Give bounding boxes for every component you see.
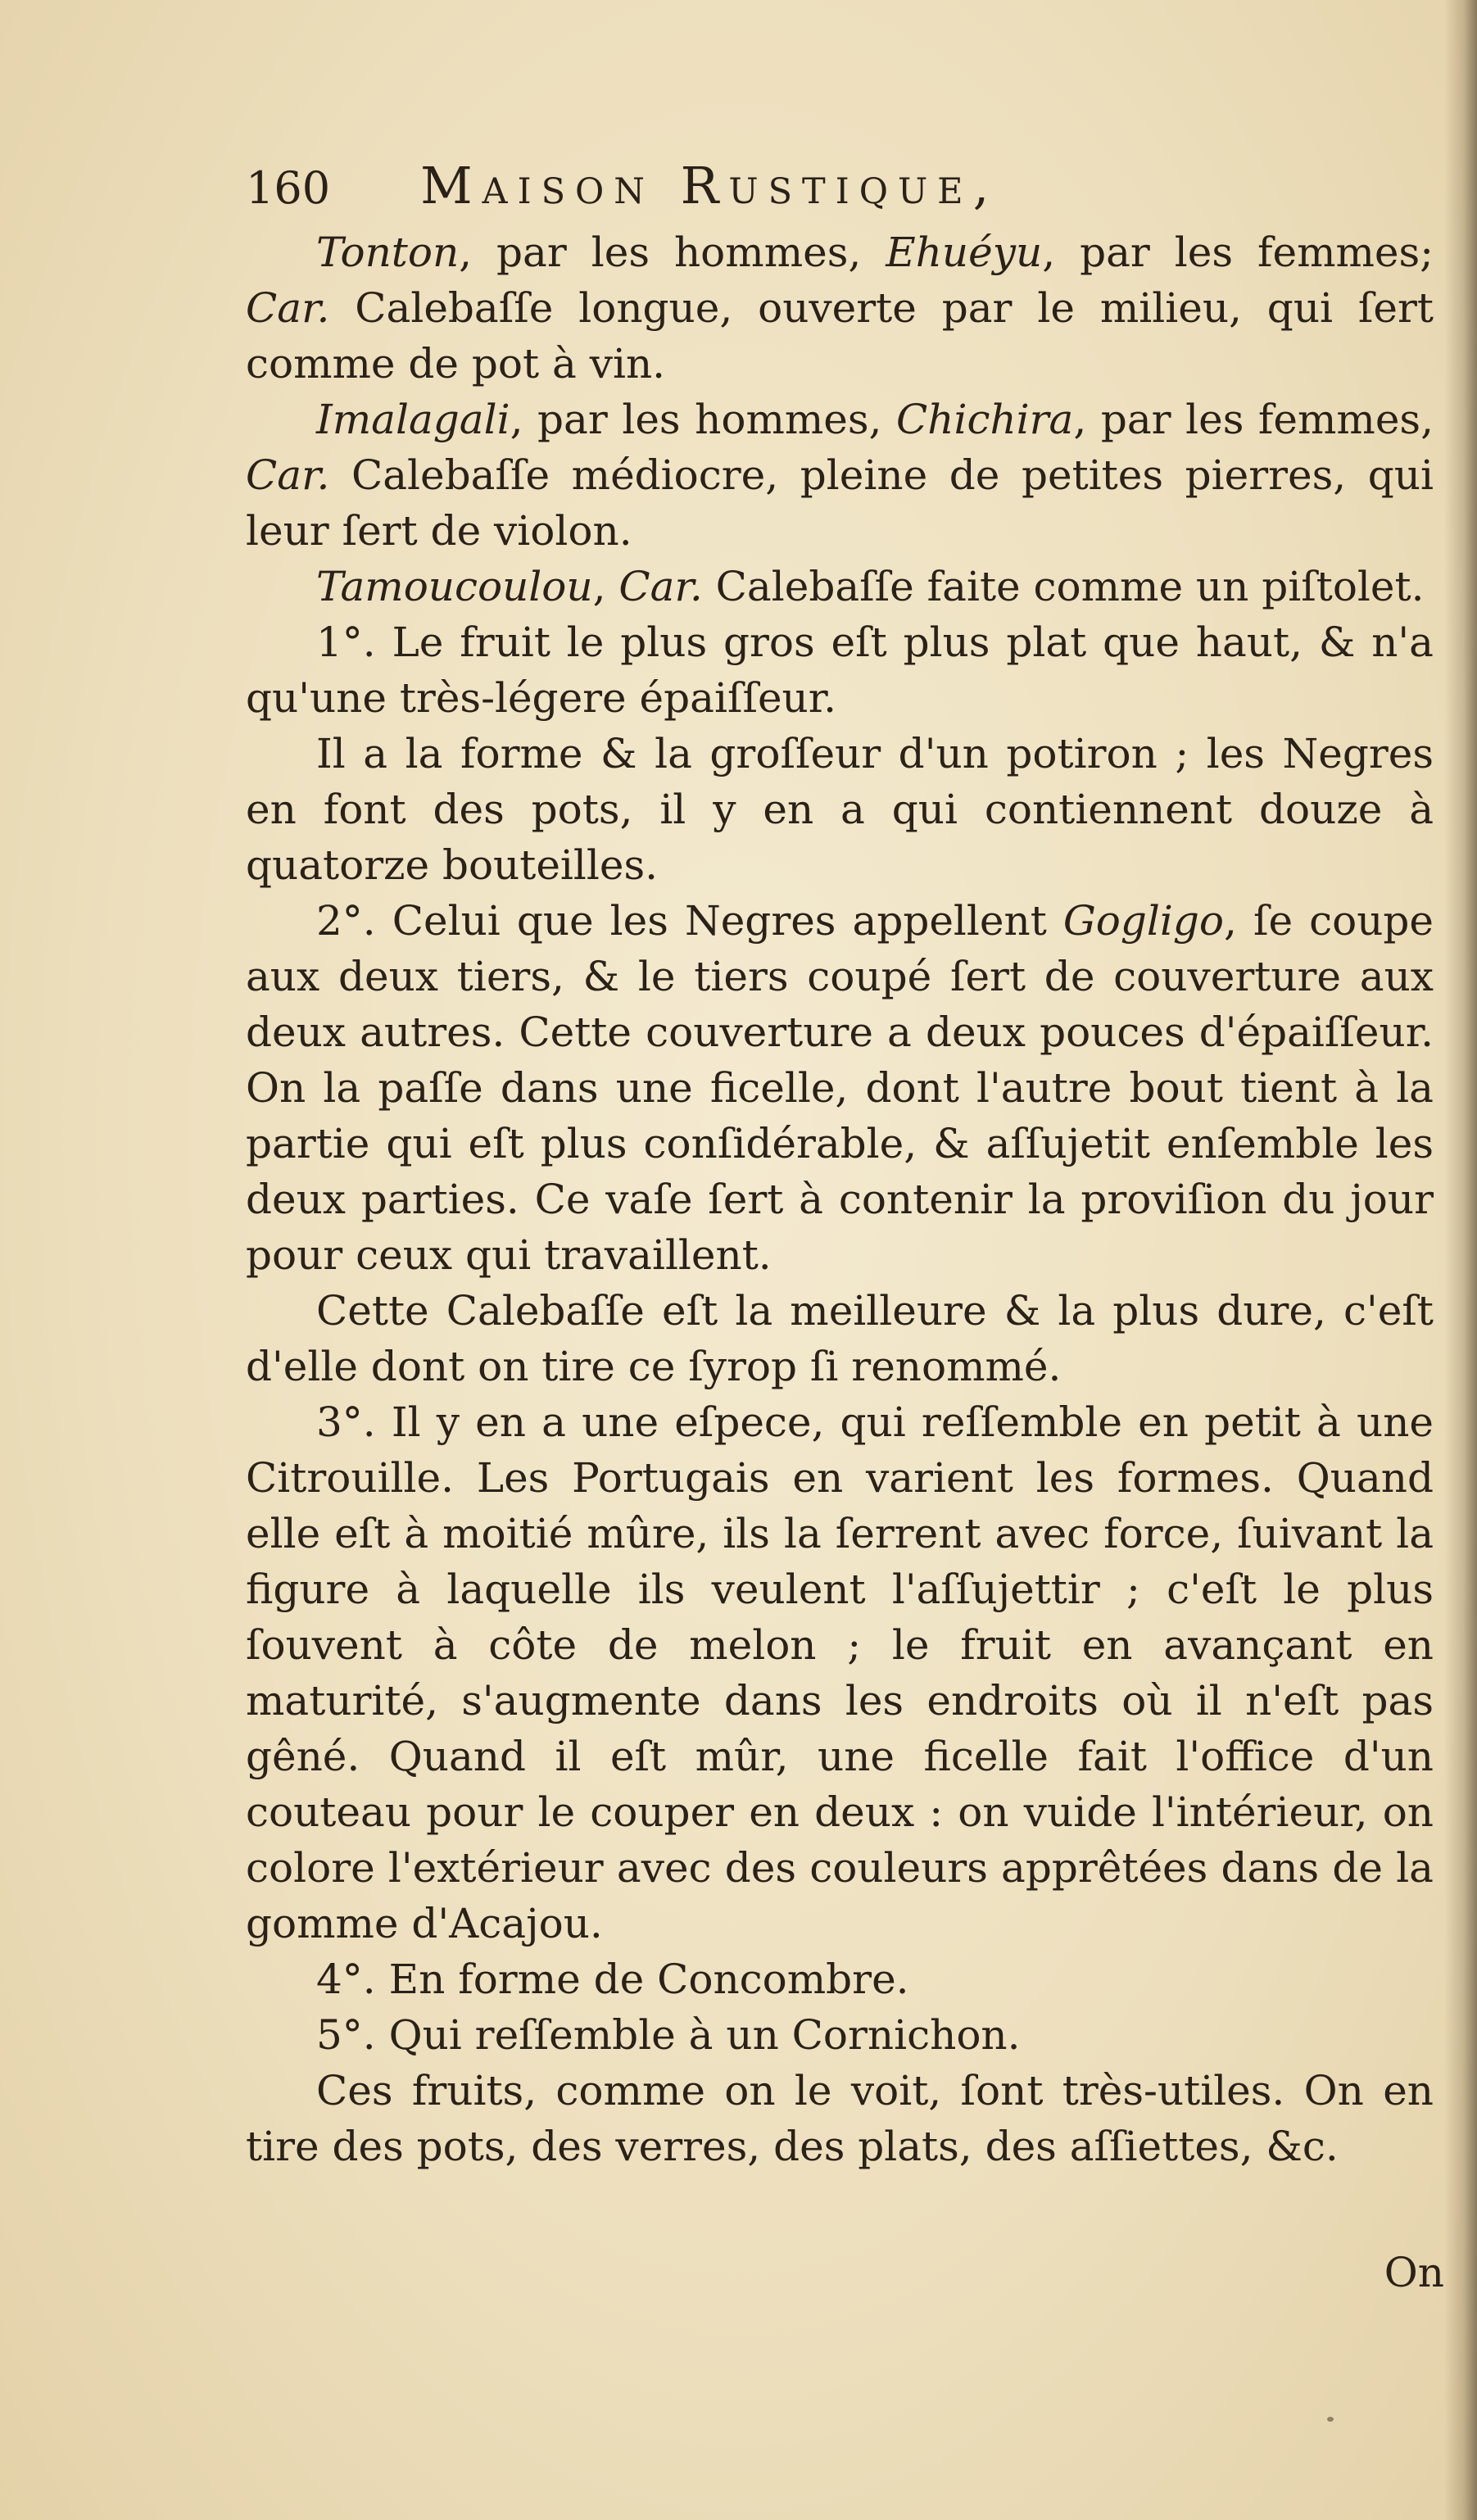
page-number: 160 (246, 162, 331, 214)
paper-speck (1327, 2417, 1334, 2422)
paragraph (246, 1394, 1434, 1951)
catchword: On (1384, 2249, 1444, 2296)
text-run: Calebaſſe faite comme un piſtolet. (702, 563, 1425, 610)
text-run: , par les femmes; (1042, 229, 1434, 276)
text-run: , par les hommes, (510, 396, 896, 443)
running-head: Maison Rustique, (420, 156, 999, 215)
paragraph (246, 726, 1434, 893)
italic-term: Car. (618, 563, 703, 610)
paragraph (246, 2063, 1434, 2174)
italic-term: Chichira (896, 396, 1074, 443)
text-run: Il a la forme & la groſſeur d'un potiron ; les Negres en font des pots, il y en a qui contiennent douze à quatorze bouteilles. (246, 730, 1434, 889)
text-run: 3°. Il y en a une eſpece, qui reſſemble en petit à une Citrouille. Les Portugais en varient les formes. Quand elle eſt à moitié mûre, ils la ſerrent avec force, ſuivant la figure à laquelle ils veulent l'aſſujettir ; c'eſt le plus ſouvent à côte de melon ; le fruit en avançant en maturité, s'augmente dans les endroits où il n'eſt pas gêné. Quand il eſt mûr, une ficelle fait l'office d'un couteau pour le couper en deux : on vuide l'intérieur, on colore l'extérieur avec des couleurs apprêtées dans de la gomme d'Acajou. (246, 1398, 1434, 1947)
page-header (246, 156, 1434, 221)
text-run: 1°. Le fruit le plus gros eſt plus plat que haut, & n'a qu'une très-légere épaiſſeur. (246, 619, 1434, 722)
paragraph (246, 893, 1434, 1283)
paragraph (246, 2007, 1434, 2063)
italic-term: Tonton (316, 229, 460, 276)
italic-term: Imalagali (316, 396, 510, 443)
paragraph (246, 224, 1434, 392)
text-run: Ces fruits, comme on le voit, ſont très-utiles. On en tire des pots, des verres, des plats, des aſſiettes, &c. (246, 2067, 1434, 2170)
paragraph (246, 614, 1434, 726)
text-run: 4°. En forme de Concombre. (316, 1956, 909, 2003)
italic-term: Tamoucoulou (316, 563, 593, 610)
text-run: Cette Calebaſſe eſt la meilleure & la plus dure, c'eſt d'elle dont on tire ce ſyrop ſi renommé. (246, 1287, 1434, 1390)
italic-term: Car. (246, 284, 330, 332)
page-text-block (246, 156, 1434, 2174)
paragraph (246, 1283, 1434, 1394)
text-run: , par les femmes, (1073, 396, 1434, 443)
text-run: , par les hommes, (459, 229, 886, 276)
paragraph (246, 559, 1434, 614)
page-gutter-shadow (1444, 0, 1477, 2520)
paragraph (246, 392, 1434, 559)
paragraph (246, 1951, 1434, 2007)
text-run: Calebaſſe longue, ouverte par le milieu, qui ſert comme de pot à vin. (246, 284, 1434, 388)
text-run: 5°. Qui reſſemble à un Cornichon. (316, 2011, 1021, 2059)
italic-term: Car. (246, 451, 330, 499)
text-run: 2°. Celui que les Negres appellent (316, 897, 1063, 945)
text-run: , ſe coupe aux deux tiers, & le tiers coupé ſert de couverture aux deux autres. Cette couverture a deux pouces d'épaiſſeur. On la paſſe dans une ficelle, dont l'autre bout tient à la partie qui eſt plus conſidérable, & aſſujetit enſemble les deux parties. Ce vaſe ſert à contenir la proviſion du jour pour ceux qui travaillent. (246, 897, 1434, 1279)
text-run: , (592, 563, 619, 610)
italic-term: Ehuéyu (886, 229, 1043, 276)
text-run: Calebaſſe médiocre, pleine de petites pierres, qui leur ſert de violon. (246, 451, 1434, 555)
body-text (246, 224, 1434, 2174)
italic-term: Gogligo (1062, 897, 1224, 945)
